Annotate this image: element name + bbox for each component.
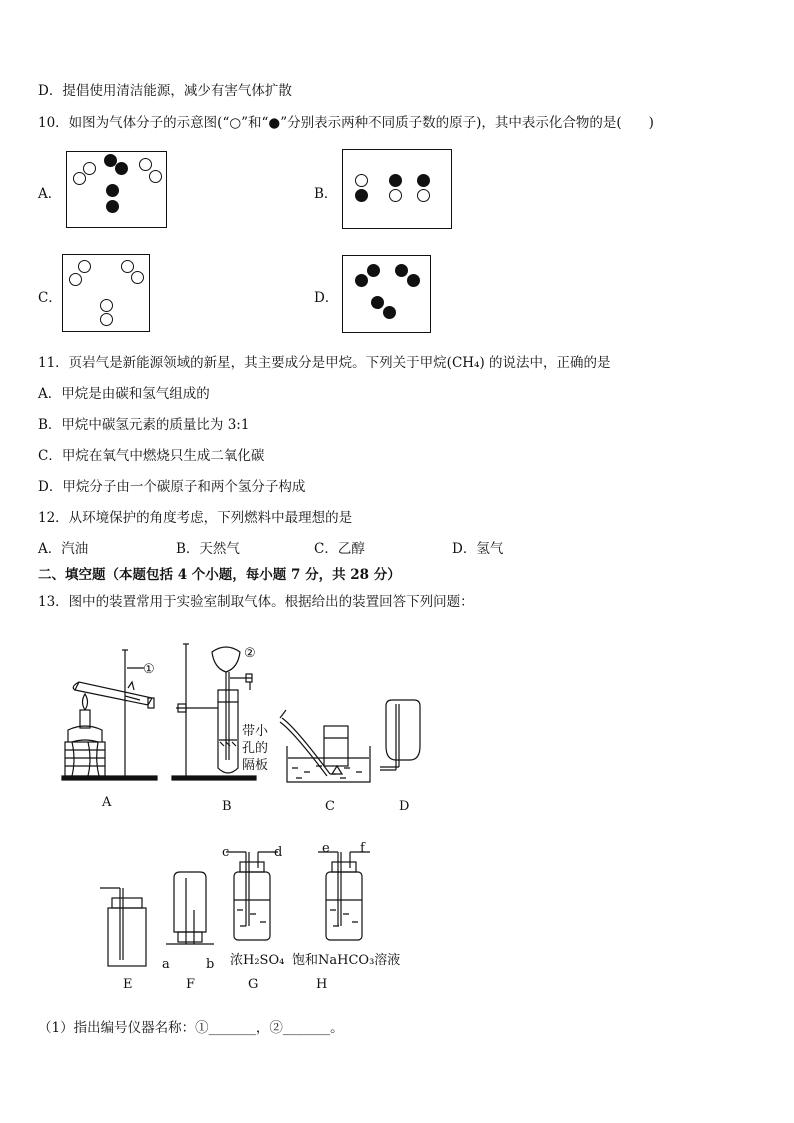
q10-option-a-label: A．	[38, 186, 62, 202]
q10-option-d-figure	[342, 255, 431, 333]
black-atom	[389, 174, 402, 187]
marker-1: ①	[143, 662, 155, 677]
white-atom	[139, 158, 152, 171]
q12-stem: 12．从环境保护的角度考虑，下列燃料中最理想的是	[38, 510, 353, 526]
port-b: b	[206, 957, 215, 972]
white-atom	[78, 260, 91, 273]
port-f: f	[360, 841, 365, 856]
baffle-label-line2: 孔的	[242, 741, 269, 756]
white-atom	[121, 260, 134, 273]
q12-option-c: C．乙醇	[314, 541, 365, 557]
apparatus-c-water-trough	[280, 710, 370, 782]
black-atom	[115, 162, 128, 175]
label-h: H	[316, 977, 328, 992]
label-e: E	[123, 977, 133, 992]
black-atom	[355, 274, 368, 287]
white-atom	[73, 172, 86, 185]
label-a: A	[102, 795, 112, 810]
black-atom	[395, 264, 408, 277]
baffle-label-line1: 带小	[242, 724, 269, 739]
white-atom	[149, 170, 162, 183]
q10-option-c-figure	[62, 254, 150, 332]
apparatus-h-washing-bottle	[318, 852, 370, 940]
q13-sub-question-1: （1）指出编号仪器名称：①_______，②_______。	[38, 1020, 344, 1036]
h-caption: 饱和NaHCO₃溶液	[292, 953, 401, 968]
q11-option-c: C．甲烷在氧气中燃烧只生成二氧化碳	[38, 448, 265, 464]
black-atom	[417, 174, 430, 187]
section-2-heading: 二、填空题（本题包括 4 个小题，每小题 7 分，共 28 分）	[38, 567, 401, 583]
q13-stem: 13．图中的装置常用于实验室制取气体。根据给出的装置回答下列问题：	[38, 594, 474, 610]
q12-option-b: B．天然气	[176, 541, 240, 557]
black-atom	[407, 274, 420, 287]
white-atom	[131, 271, 144, 284]
apparatus-diagram	[0, 610, 794, 1070]
label-c: C	[325, 799, 335, 814]
label-b: B	[222, 799, 232, 814]
port-c: c	[222, 845, 230, 860]
marker-2: ②	[244, 646, 256, 661]
black-atom	[106, 200, 119, 213]
label-d: D	[399, 799, 410, 814]
port-e: e	[322, 841, 330, 856]
black-atom	[371, 296, 384, 309]
q10-option-d-label: D．	[314, 290, 339, 306]
q11-option-b: B．甲烷中碳氢元素的质量比为 3:1	[38, 417, 250, 433]
apparatus-g-washing-bottle	[226, 852, 278, 940]
q10-option-c-label: C．	[38, 290, 62, 306]
q10-option-a-figure	[66, 151, 167, 228]
apparatus-f-bottle	[166, 872, 214, 944]
apparatus-e-upright-bottle	[100, 888, 146, 966]
q12-option-d: D．氢气	[452, 541, 504, 557]
apparatus-a-heating-setup	[62, 650, 157, 780]
black-atom	[355, 189, 368, 202]
q11-option-a: A．甲烷是由碳和氢气组成的	[38, 386, 210, 402]
port-a: a	[162, 957, 170, 972]
label-g: G	[248, 977, 259, 992]
port-d: d	[274, 845, 283, 860]
q10-option-b-figure	[342, 149, 452, 229]
apparatus-d-inverted-bottle	[380, 700, 420, 770]
black-atom	[367, 264, 380, 277]
black-atom	[383, 306, 396, 319]
q11-stem: 11．页岩气是新能源领域的新星，其主要成分是甲烷。下列关于甲烷(CH₄) 的说法中，正确的是	[38, 355, 611, 371]
q10-stem: 10．如图为气体分子的示意图(“○”和“●”分别表示两种不同质子数的原子)，其中表示化合物的是( )	[38, 115, 654, 131]
q10-option-b-label: B．	[314, 186, 338, 202]
g-caption: 浓H₂SO₄	[230, 953, 285, 968]
baffle-label-line3: 隔板	[242, 758, 269, 773]
white-atom	[83, 162, 96, 175]
white-atom	[389, 189, 402, 202]
label-f: F	[186, 977, 196, 992]
white-atom	[69, 273, 82, 286]
q9-option-d: D．提倡使用清洁能源，减少有害气体扩散	[38, 83, 292, 99]
white-atom	[100, 313, 113, 326]
white-atom	[417, 189, 430, 202]
white-atom	[355, 174, 368, 187]
black-atom	[106, 184, 119, 197]
apparatus-b-gas-generator	[172, 644, 269, 780]
white-atom	[100, 299, 113, 312]
q11-option-d: D．甲烷分子由一个碳原子和两个氢分子构成	[38, 479, 306, 495]
q12-option-a: A．汽油	[38, 541, 89, 557]
